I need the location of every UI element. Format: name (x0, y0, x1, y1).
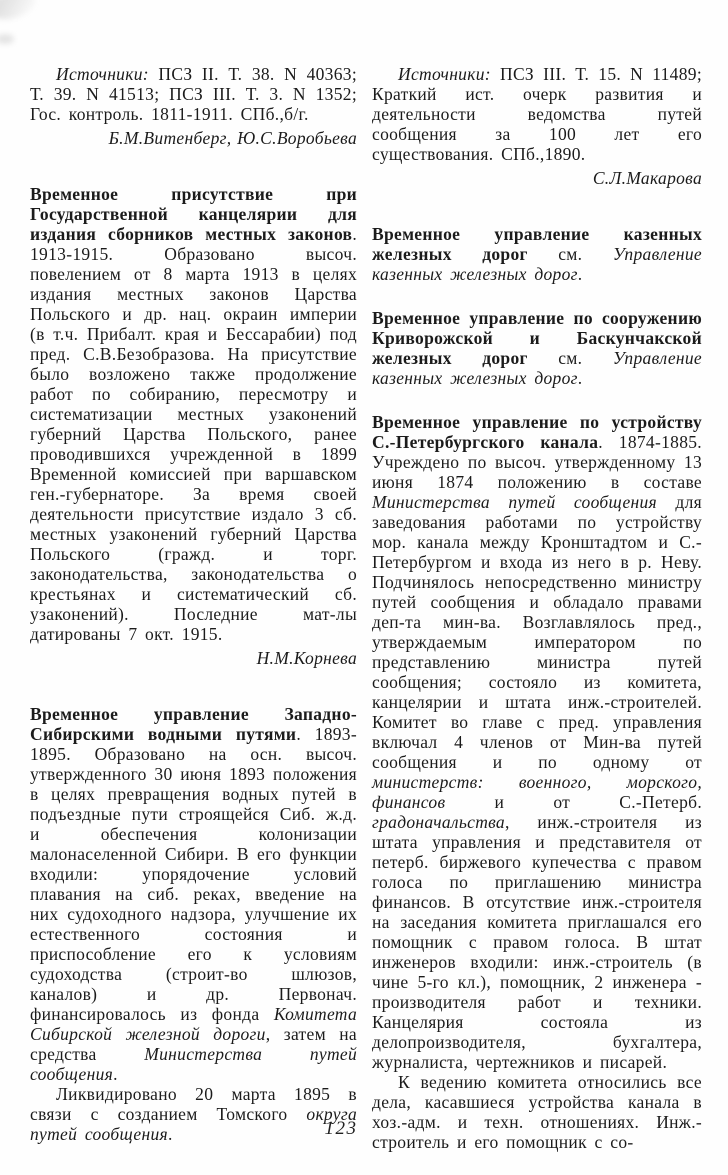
text-run: и от С.-Петерб. (445, 792, 702, 812)
text-run: см. (527, 244, 613, 264)
text-run: ПСЗ II. Т. 38. N 40363; Т. 39. N 41513; ПСЗ III. Т. 3. N 1352; Гос. контроль. 1811-1911. СПб.,б/г. (30, 64, 357, 124)
author-signature: С.Л.Макарова (592, 168, 702, 188)
text-run: см. (527, 348, 613, 368)
left-column (30, 64, 357, 1144)
author-signature: Н.М.Корнева (256, 648, 357, 668)
text-run: для заведования работами по устройству мор. канала между Кронштадтом и С.-Петербургом и входа из него в р. Неву. Подчинялось непосредственно министру путей сообщения и обладало правами деп-та мин-ва. Возглавлялось пред., утверждаемым императором по представлению министра путей сообщения; состояло из комитета, канцелярии и штата инж.-строителей. Комитет во главе с пред. управления включал 4 членов от Мин-ва путей сообщения и по одному от (372, 492, 702, 772)
italic-text-run: Источники: (56, 64, 149, 84)
text-run: Ликвидировано 20 марта 1895 в связи с созданием Томского (30, 1084, 357, 1124)
text-run: . 1874-1885. Учреждено по высоч. утвержденному 13 июня 1874 положению в составе (372, 432, 702, 492)
italic-text-run: министерств: военного, морского, финансов (372, 772, 702, 812)
paragraph (30, 704, 357, 1084)
italic-text-run: Управление казенных железных дорог (372, 348, 702, 388)
right-column (372, 64, 702, 1152)
dictionary-entry (372, 308, 702, 388)
dictionary-entry (30, 704, 357, 1144)
paragraph (372, 224, 702, 284)
italic-text-run: градоначальства (372, 812, 505, 832)
sources-note (30, 64, 357, 124)
italic-text-run: округа путей сообщения (30, 1104, 357, 1144)
scan-smudge (0, 0, 39, 24)
text-run: . (113, 1064, 118, 1084)
text-run: , инж.-строителя из штата управления и представителя от петерб. биржевого купечества с правом голоса по приглашению министра финансов. В отсутствие инж.-строителя на заседания комитета приглашался его помощник с правом голоса. В штат инженеров входили: инж.-строитель (в чине 5-го кл.), помощник, 2 инженера - производителя работ и техники. Канцелярия состояла из делопроизводителя, бухгалтера, журналиста, чертежников и писарей. (372, 812, 702, 1072)
entry-headword: Временное присутствие при Государственной канцелярии для издания сборников местных законов (30, 184, 357, 244)
text-run: . (577, 368, 583, 388)
author-signature: Б.М.Витенберг, Ю.С.Воробьева (108, 128, 357, 148)
dictionary-entry (30, 184, 357, 644)
entry-headword: Временное управление Западно-Сибирскими водными путями (30, 704, 357, 744)
dictionary-entry (372, 412, 702, 1152)
text-run: ПСЗ III. Т. 15. N 11489; Краткий ист. очерк развития и деятельности ведомства путей сообщения за 100 лет его существования. СПб.,1890. (372, 64, 702, 164)
text-run: , затем на средства (30, 1024, 357, 1064)
paragraph (372, 412, 702, 1072)
entry-headword: Временное управление по сооружению Криворожской и Баскунчакской железных дорог (372, 308, 702, 368)
paragraph (372, 308, 702, 388)
scan-smudge (0, 34, 14, 44)
entry-headword: Временное управление по устройству С.-Петербургского канала (372, 412, 702, 452)
text-run: . (577, 264, 583, 284)
text-run: . 1893-1895. Образовано на осн. высоч. утвержденного 30 июня 1893 положения в целях превращения водных путей в подъездные пути строящейся Сиб. ж.д. и обеспечения колонизации малонаселенной Сибири. В его функции входили: упорядочение условий плавания на сиб. реках, введение на них судоходного надзора, улучшение их естественного состояния и приспособление его к условиям судоходства (строит-во шлюзов, каналов) и др. Первонач. финансировалось из фонда (30, 724, 357, 1024)
paragraph (372, 64, 702, 164)
italic-text-run: Комитета Сибирской железной дороги (30, 1004, 357, 1044)
text-run: . (167, 1124, 173, 1144)
paragraph (30, 184, 357, 644)
page-number: 123 (324, 1118, 358, 1139)
sources-note (372, 64, 702, 164)
italic-text-run: Управление казенных железных дорог (372, 244, 702, 284)
paragraph (372, 1072, 702, 1152)
paragraph (30, 64, 357, 124)
italic-text-run: Министерства путей сообщения (372, 492, 657, 512)
italic-text-run: Источники: (398, 64, 491, 84)
dictionary-entry (372, 224, 702, 284)
text-run: . 1913-1915. Образовано высоч. повелением от 8 марта 1913 в целях издания местных законов Царства Польского и др. нац. окраин империи (в т.ч. Прибалт. края и Бессарабии) под пред. С.В.Безобразова. На присутствие было возложено также продолжение работ по собиранию, пересмотру и систематизации местных узаконений губерний Царства Польского, ранее проводившихся учрежденной в 1899 Временной комиссией при варшавском ген.-губернаторе. За время своей деятельности присутствие издало 3 сб. местных узаконений губерний Царства Польского (гражд. и торг. законодательства, законодательства о крестьянах и систематический сб. узаконений). Последние мат-лы датированы 7 окт. 1915. (30, 224, 357, 644)
italic-text-run: Министерства путей сообщения (30, 1044, 358, 1084)
text-run: К ведению комитета относились все дела, касавшиеся устройства канала в хоз.-адм. и техн. отношениях. Инж.-строитель и его помощник с со- (372, 1072, 702, 1152)
entry-headword: Временное управление казенных железных дорог (372, 224, 702, 264)
